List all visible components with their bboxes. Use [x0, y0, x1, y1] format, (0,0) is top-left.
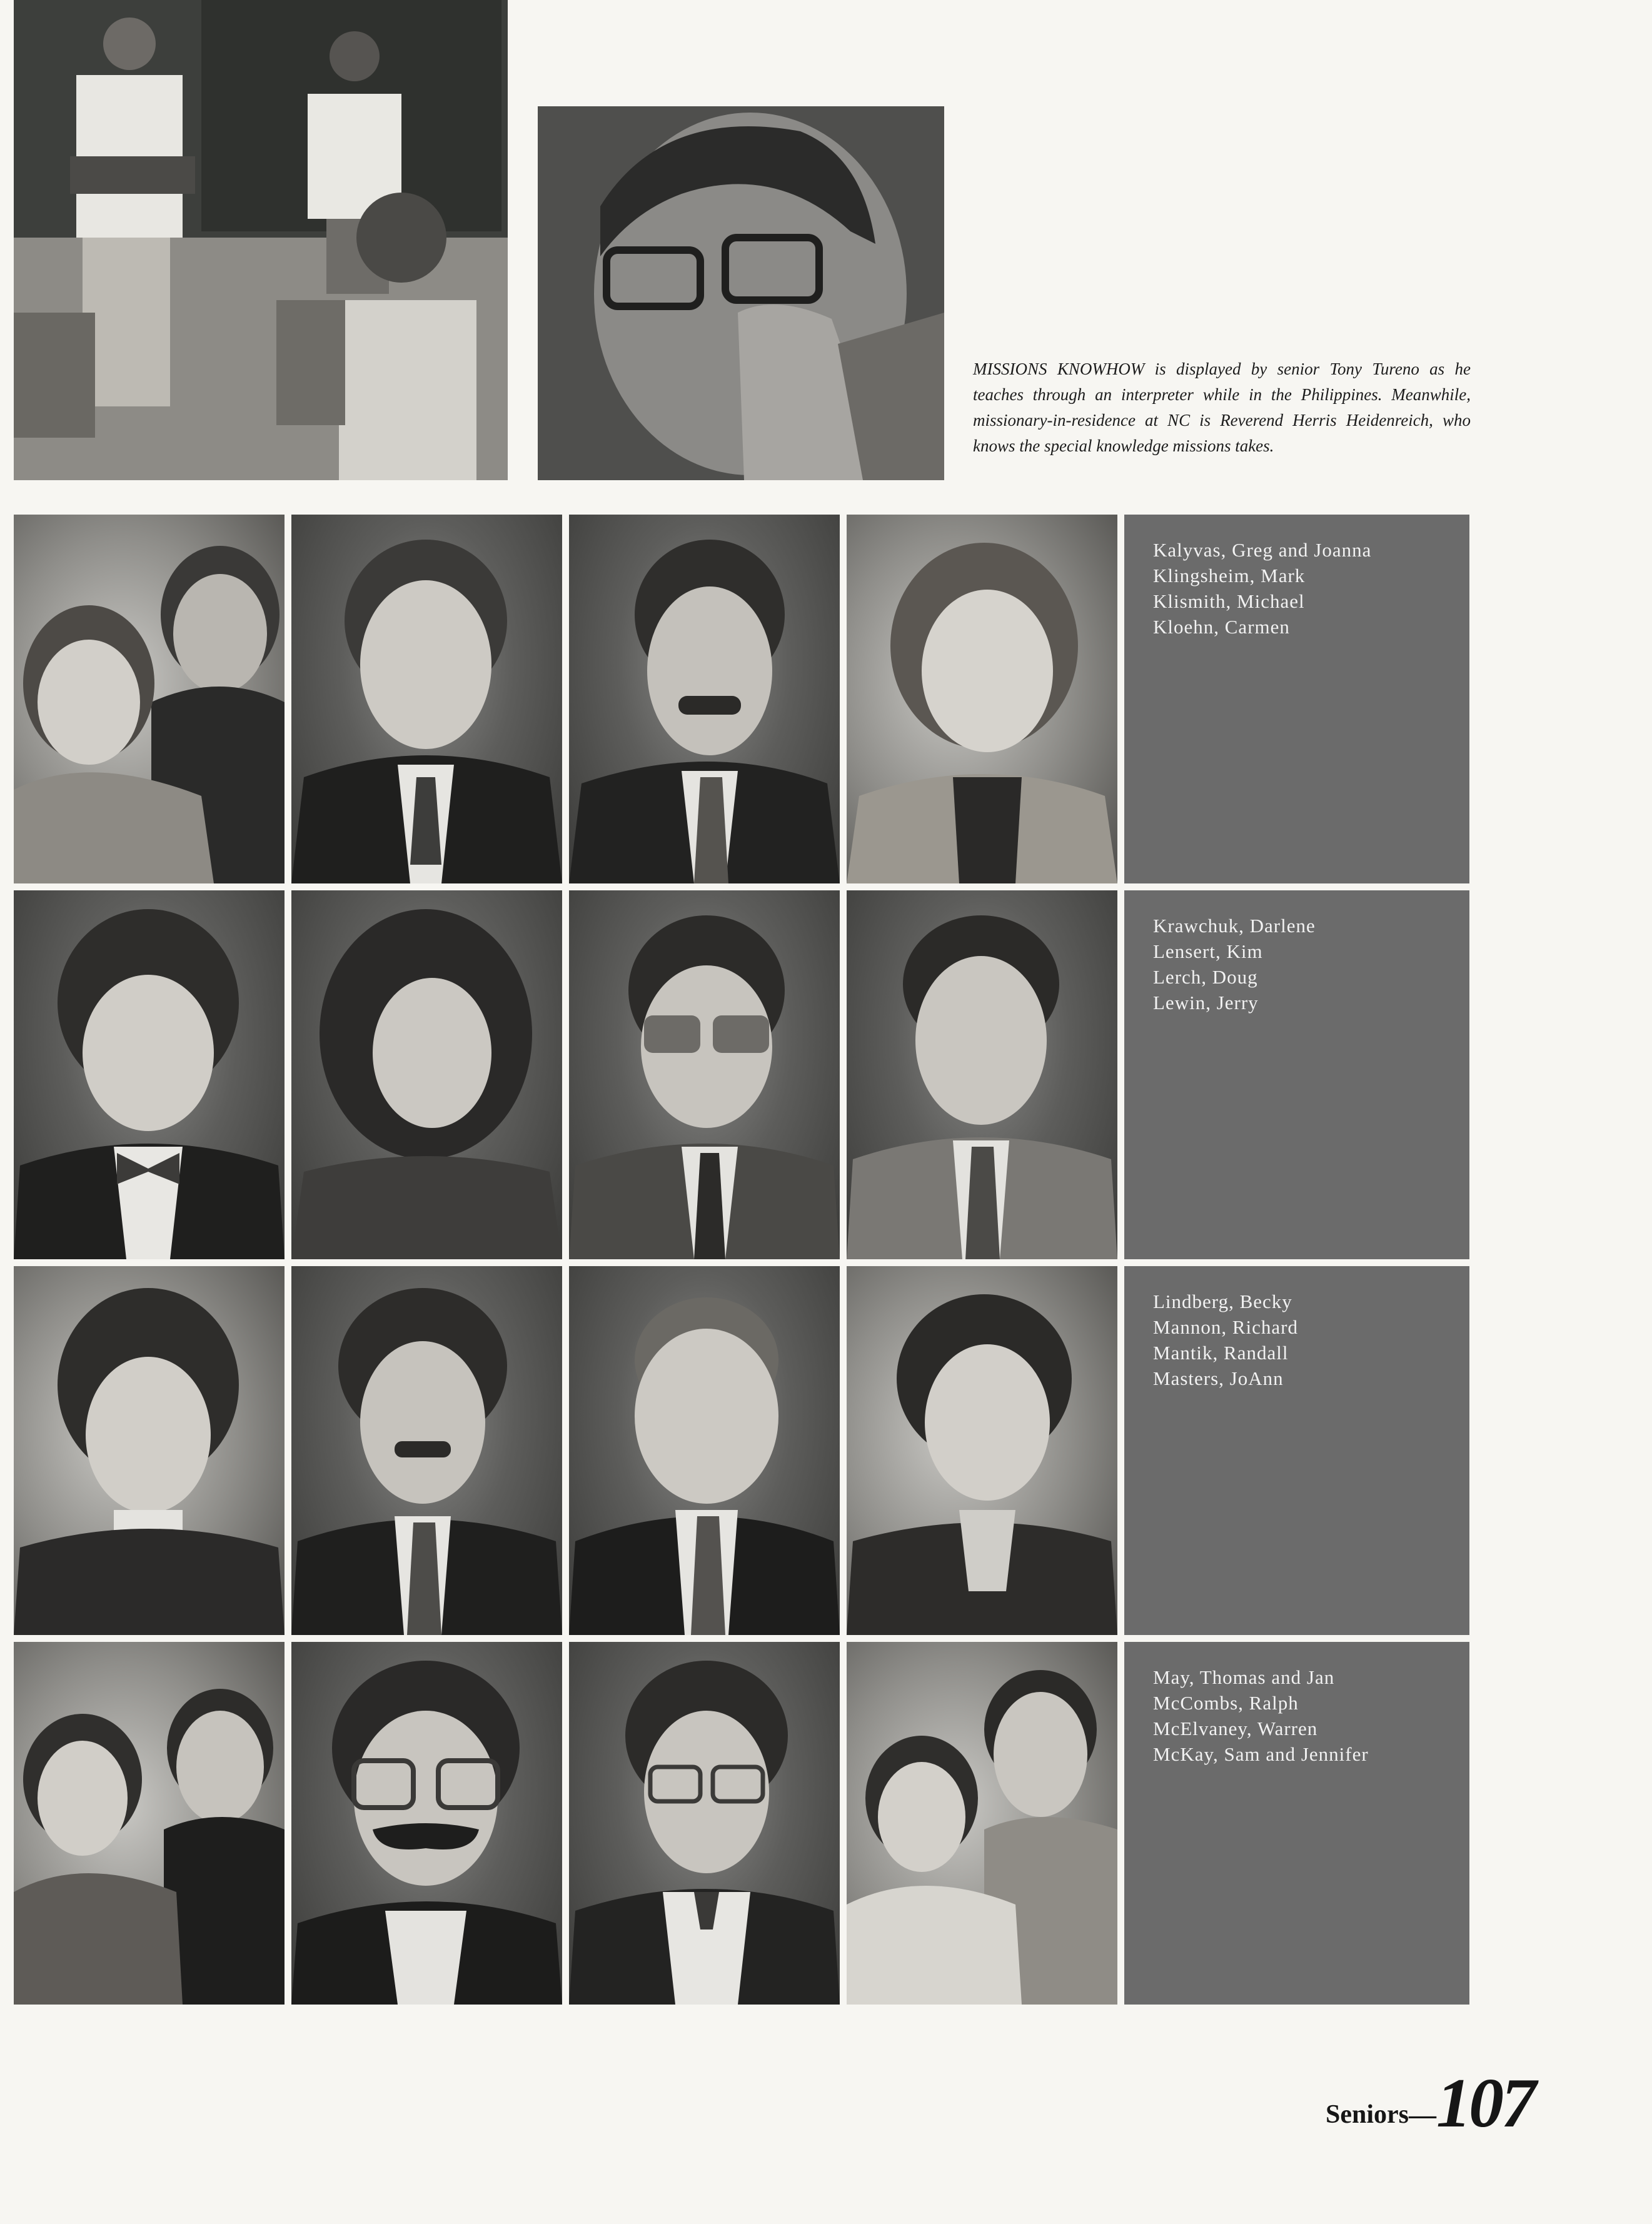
- page-number: 107: [1436, 2065, 1534, 2142]
- portrait-krawchuk: [14, 890, 285, 1259]
- caption-lead: MISSIONS KNOWHOW: [973, 360, 1145, 378]
- portrait-mannon: [291, 1266, 562, 1635]
- name-entry: Krawchuk, Darlene: [1153, 915, 1316, 937]
- portrait-kloehn: [847, 515, 1117, 883]
- name-entry: Kloehn, Carmen: [1153, 616, 1290, 638]
- name-entry: Lewin, Jerry: [1153, 992, 1259, 1014]
- classroom-photo: [14, 0, 508, 480]
- portrait-lerch: [569, 890, 840, 1259]
- portrait-may: [14, 1642, 285, 2005]
- portrait-mccombs: [291, 1642, 562, 2005]
- name-panel-row-3: [1124, 1266, 1469, 1635]
- name-entry: Mantik, Randall: [1153, 1342, 1289, 1364]
- portrait-klingsheim: [291, 515, 562, 883]
- name-entry: Kalyvas, Greg and Joanna: [1153, 539, 1372, 561]
- portrait-lensert: [291, 890, 562, 1259]
- name-entry: Klingsheim, Mark: [1153, 565, 1306, 586]
- name-entry: Lerch, Doug: [1153, 966, 1258, 988]
- portrait-mckay: [847, 1642, 1117, 2005]
- portrait-lewin: [847, 890, 1117, 1259]
- page-footer: [1326, 2063, 1534, 2142]
- footer-dash: —: [1409, 2100, 1437, 2130]
- name-entry: McElvaney, Warren: [1153, 1718, 1318, 1739]
- portrait-mantik: [569, 1266, 840, 1635]
- name-entry: Masters, JoAnn: [1153, 1367, 1284, 1389]
- photo-caption: [973, 356, 1471, 459]
- section-label: Seniors: [1326, 2100, 1409, 2129]
- name-entry: May, Thomas and Jan: [1153, 1666, 1335, 1688]
- name-list: [1153, 537, 1371, 640]
- reverend-portrait-photo: [538, 106, 944, 480]
- name-entry: McCombs, Ralph: [1153, 1692, 1299, 1714]
- name-list: [1153, 913, 1316, 1015]
- name-panel-row-2: [1124, 890, 1469, 1259]
- name-list: [1153, 1664, 1369, 1767]
- portrait-mcelvaney: [569, 1642, 840, 2005]
- name-entry: McKay, Sam and Jennifer: [1153, 1743, 1369, 1765]
- name-panel-row-1: [1124, 515, 1469, 883]
- portrait-klismith: [569, 515, 840, 883]
- name-list: [1153, 1289, 1298, 1391]
- portrait-lindberg: [14, 1266, 285, 1635]
- name-panel-row-4: [1124, 1642, 1469, 2005]
- portrait-masters: [847, 1266, 1117, 1635]
- name-entry: Klismith, Michael: [1153, 590, 1305, 612]
- name-entry: Lindberg, Becky: [1153, 1291, 1292, 1312]
- name-entry: Mannon, Richard: [1153, 1316, 1298, 1338]
- portrait-kalyvas: [14, 515, 285, 883]
- caption-body: is displayed by senior Tony Tureno as he teaches through an interpreter while in the Philippines. Meanwhile, missionary-in-residence at NC is Reverend Herris Heidenreich, who knows the special knowledge missions takes.: [973, 360, 1471, 455]
- name-entry: Lensert, Kim: [1153, 940, 1263, 962]
